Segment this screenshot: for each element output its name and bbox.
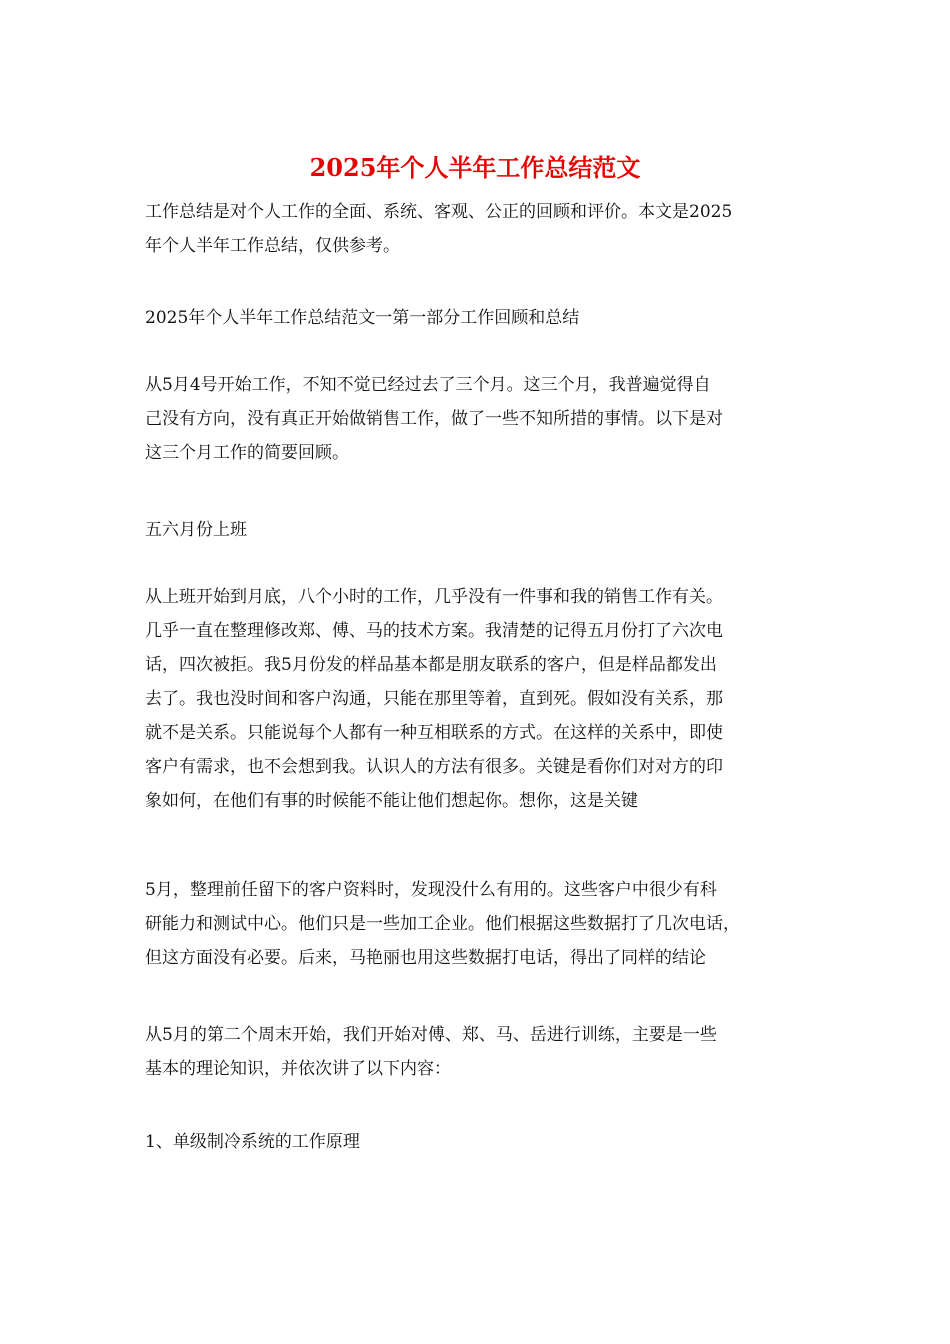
paragraph-line: 2025年个人半年工作总结范文一第一部分工作回顾和总结 [145,308,580,328]
paragraph-line: 年个人半年工作总结，仅供参考。 [145,236,400,256]
paragraph-review [145,368,815,470]
list-item-1 [145,1125,815,1159]
paragraph-line: 从5月4号开始工作，不知不觉已经过去了三个月。这三个月，我普遍觉得自 [145,375,711,395]
paragraph-line: 从5月的第二个周末开始，我们开始对傅、郑、马、岳进行训练，主要是一些 [145,1025,717,1045]
paragraph-training [145,1018,815,1086]
paragraph-line: 就不是关系。只能说每个人都有一种互相联系的方式。在这样的关系中，即使 [145,723,723,743]
paragraph-line: 1、单级制冷系统的工作原理 [145,1132,360,1152]
document-title: 2025年个人半年工作总结范文 [309,153,641,182]
paragraph-intro [145,195,815,263]
paragraph-line: 从上班开始到月底，八个小时的工作，几乎没有一件事和我的销售工作有关。 [145,587,723,607]
paragraph-line: 基本的理论知识，并依次讲了以下内容： [145,1059,451,1079]
section-heading [145,301,815,335]
paragraph-line: 几乎一直在整理修改郑、傅、马的技术方案。我清楚的记得五月份打了六次电 [145,621,723,641]
paragraph-line: 象如何，在他们有事的时候能不能让他们想起你。想你，这是关键 [145,791,638,811]
paragraph-customer-data [145,873,815,975]
paragraph-line: 己没有方向，没有真正开始做销售工作，做了一些不知所措的事情。以下是对 [145,409,723,429]
paragraph-line: 去了。我也没时间和客户沟通，只能在那里等着，直到死。假如没有关系，那 [145,689,723,709]
paragraph-work-details [145,580,815,818]
subheading-may-june [145,513,815,547]
paragraph-line: 研能力和测试中心。他们只是一些加工企业。他们根据这些数据打了几次电话， [145,914,740,934]
paragraph-line: 话，四次被拒。我5月份发的样品基本都是朋友联系的客户，但是样品都发出 [145,655,717,675]
paragraph-line: 客户有需求，也不会想到我。认识人的方法有很多。关键是看你们对对方的印 [145,757,723,777]
paragraph-line: 工作总结是对个人工作的全面、系统、客观、公正的回顾和评价。本文是2025 [145,202,733,222]
paragraph-line: 五六月份上班 [145,520,247,540]
paragraph-line: 5月，整理前任留下的客户资料时，发现没什么有用的。这些客户中很少有科 [145,880,717,900]
paragraph-line: 这三个月工作的简要回顾。 [145,443,349,463]
paragraph-line: 但这方面没有必要。后来，马艳丽也用这些数据打电话，得出了同样的结论 [145,948,706,968]
